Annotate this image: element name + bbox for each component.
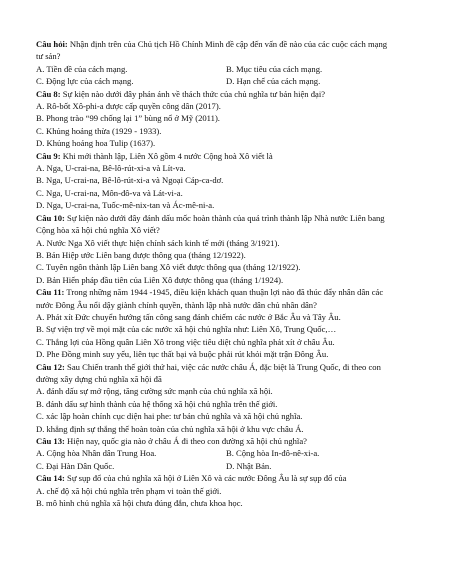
question-text-line: [36, 373, 416, 385]
answer-option: D. Khủng hoảng hoa Tulip (1637).: [36, 138, 156, 149]
question-text-line: [36, 299, 416, 311]
answer-option: A. Nước Nga Xô viết thực hiện chính sách kinh tế mới (tháng 3/1921).: [36, 237, 280, 248]
answer-row: [36, 460, 416, 472]
answer-option: D. Nhật Bản.: [226, 460, 272, 471]
question-block: [36, 88, 416, 150]
question-text: Hiện nay, quốc gia nào ở châu Á đi theo con đường xã hội chủ nghĩa?: [67, 436, 307, 446]
question-text: Sự sụp đổ của chủ nghĩa xã hội ở Liên Xô và các nước Đông Âu là sự sụp đổ của: [67, 473, 347, 484]
answer-option: D. khẳng định sự thắng thế hoàn toàn của chủ nghĩa xã hội ở khu vực châu Á.: [36, 423, 304, 434]
question-text: nước Đông Âu nổi dậy giành chính quyền, thành lập nhà nước dân chủ nhân dân?: [36, 299, 317, 310]
question-label: Câu 10:: [36, 212, 65, 223]
question-text-line: [36, 212, 416, 224]
answer-option: B. Sự viện trợ về mọi mặt của các nước xã hội chủ nghĩa như: Liên Xô, Trung Quốc,…: [36, 324, 337, 335]
question-text: tư sản?: [36, 51, 61, 62]
question-text: Trong những năm 1944 -1945, điều kiện khách quan thuận lợi nào đã thúc đẩy nhân dân các: [66, 287, 384, 298]
answer-row: [36, 75, 416, 87]
answer-option: A. Cộng hòa Nhân dân Trung Hoa.: [36, 448, 157, 459]
question-text-line: [36, 150, 416, 162]
question-text-line: [36, 286, 416, 298]
question-block: [36, 472, 416, 509]
question-block: [36, 212, 416, 286]
question-label: Câu 8:: [36, 88, 61, 99]
question-block: [36, 150, 416, 212]
question-block: [36, 38, 416, 88]
question-text-line: [36, 224, 416, 236]
answer-option: C. Tuyên ngôn thành lập Liên bang Xô viết được thông qua (tháng 12/1922).: [36, 262, 301, 273]
question-block: [36, 435, 416, 472]
answer-option: A. Nga, U-crai-na, Bê-lô-rút-xi-a và Lít-va.: [36, 163, 186, 174]
answer-option: B. Bản Hiệp ước Liên bang được thông qua (tháng 12/1922).: [36, 249, 246, 260]
answer-option: C. xác lập hoàn chỉnh cục diện hai phe: tư bản chủ nghĩa và xã hội chủ nghĩa.: [36, 411, 303, 422]
answer-option: A. Rô-bốt Xô-phi-a được cấp quyền công dân (2017).: [36, 101, 221, 112]
question-label: Câu 14:: [36, 473, 65, 484]
answer-option: D. Phe Đồng minh suy yếu, liên tục thất bại và buộc phải rút khỏi mặt trận Đông Âu.: [36, 349, 329, 360]
question-block: [36, 361, 416, 435]
answer-option: C. Thắng lợi của Hồng quân Liên Xô trong việc tiêu diệt chủ nghĩa phát xít ở châu Âu.: [36, 336, 335, 347]
answer-option: A. chế độ xã hội chủ nghĩa trên phạm vi toàn thế giới.: [36, 485, 222, 496]
question-text: Sau Chiến tranh thế giới thứ hai, việc các nước châu Á, đặc biệt là Trung Quốc, đi theo con: [67, 361, 381, 372]
answer-option: C. Đại Hàn Dân Quốc.: [36, 460, 115, 471]
answer-option: C. Nga, U-crai-na, Môn-đô-va và Lát-vi-a.: [36, 187, 183, 198]
question-text-line: [36, 50, 416, 62]
question-text: Sự kiện nào dưới đây phản ánh về thách thức của chủ nghĩa tư bản hiện đại?: [62, 88, 326, 99]
answer-option: B. Nga, U-crai-na, Bê-lô-rút-xi-a và Ngoại Cáp-ca-dơ.: [36, 175, 224, 186]
answer-option: C. Khủng hoảng thừa (1929 - 1933).: [36, 125, 162, 136]
answer-option: B. mô hình chủ nghĩa xã hội chưa đúng đắn, chưa khoa học.: [36, 498, 243, 509]
question-text: đường xây dựng chủ nghĩa xã hội đã: [36, 373, 162, 384]
answer-option: B. đánh dấu sự hình thành của hệ thống xã hội chủ nghĩa trên thế giới.: [36, 398, 278, 409]
question-label: Câu hỏi:: [36, 39, 68, 49]
answer-option: A. Tiền đề của cách mạng.: [36, 63, 128, 74]
question-text: Khi mới thành lập, Liên Xô gồm 4 nước Cộng hoà Xô viết là: [62, 150, 273, 161]
answer-option: C. Động lực của cách mạng.: [36, 76, 134, 87]
question-text: Nhận định trên của Chủ tịch Hồ Chính Minh đề cập đến vấn đề nào của các cuộc cách mạng: [69, 39, 388, 49]
question-text-line: [36, 472, 416, 484]
question-text-line: [36, 361, 416, 373]
answer-row: [36, 63, 416, 75]
question-text-line: [36, 435, 416, 447]
answer-option: B. Cộng hòa In-đô-nê-xi-a.: [226, 448, 320, 459]
question-block: [36, 286, 416, 360]
question-text: Cộng hòa xã hội chủ nghĩa Xô viết?: [36, 225, 160, 236]
answer-option: D. Nga, U-crai-na, Tuốc-mê-nix-tan và Ác-mê-ni-a.: [36, 200, 215, 211]
question-label: Câu 11:: [36, 287, 65, 298]
question-label: Câu 13:: [36, 436, 65, 446]
answer-option: D. Bản Hiến pháp đầu tiên của Liên Xô được thông qua (tháng 1/1924).: [36, 274, 284, 285]
answer-option: A. đánh dấu sự mở rộng, tăng cường sức mạnh của chủ nghĩa xã hội.: [36, 386, 273, 397]
question-text-line: [36, 38, 416, 50]
answer-option: B. Phong trào “99 chống lại 1” bùng nổ ở Mỹ (2011).: [36, 113, 220, 124]
question-text-line: [36, 88, 416, 100]
question-text: Sự kiện nào dưới đây đánh dấu mốc hoàn thành của quá trình thành lập Nhà nước Liên bang: [67, 212, 385, 223]
answer-row: [36, 447, 416, 459]
answer-option: A. Phát xít Đức chuyển hướng tấn công sang đánh chiếm các nước ở Bắc Âu và Tây Âu.: [36, 311, 341, 322]
answer-option: B. Mục tiêu của cách mạng.: [226, 63, 323, 74]
answer-option: D. Hạn chế của cách mạng.: [226, 76, 321, 87]
question-label: Câu 9:: [36, 150, 61, 161]
question-label: Câu 12:: [36, 361, 65, 372]
